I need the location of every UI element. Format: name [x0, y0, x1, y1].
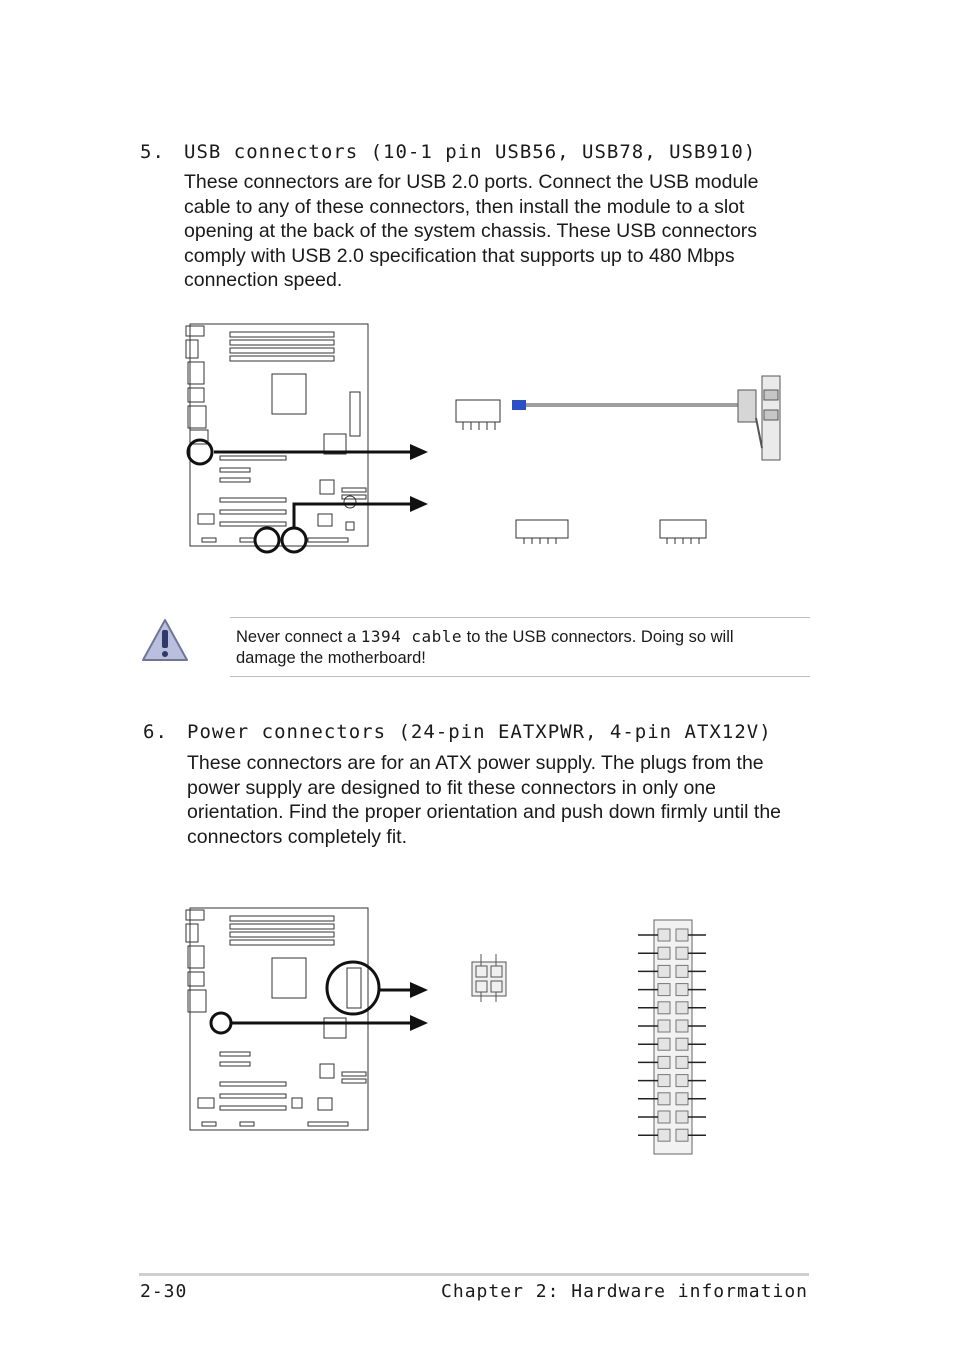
footer-page-number: 2-30 [140, 1281, 188, 1302]
power-pin [676, 1038, 688, 1050]
usb56-arrowhead [410, 444, 428, 460]
usb-bracket-cable [512, 376, 780, 460]
power-pin [658, 929, 670, 941]
power-pin [658, 984, 670, 996]
section-5-heading [140, 141, 756, 163]
power-pin [676, 1002, 688, 1014]
power-pin [676, 1111, 688, 1123]
power-pin [658, 1020, 670, 1032]
section-6-heading [143, 721, 772, 743]
section-6-title: Power connectors (24-pin EATXPWR, 4-pin ATX12V) [187, 721, 772, 743]
note-text [236, 626, 796, 669]
power-pin [676, 1093, 688, 1105]
power-pin [658, 1111, 670, 1123]
note-emphasis: 1394 cable [360, 627, 463, 646]
power-pin [658, 1056, 670, 1068]
power-pin [658, 1038, 670, 1050]
power-connectors-figure [180, 902, 740, 1182]
power-pin [658, 1093, 670, 1105]
power-pin [658, 947, 670, 959]
usb-header-pinout-bottom-right [660, 520, 706, 544]
footer-chapter: Chapter 2: Hardware information [441, 1281, 808, 1302]
section-5-title: USB connectors (10-1 pin USB56, USB78, USB910) [184, 141, 757, 163]
footer-rule [139, 1273, 809, 1276]
power-pin [676, 1056, 688, 1068]
note-text-before: Never connect a [236, 628, 361, 646]
usb-header-pinout-top [456, 400, 500, 430]
usb78-arrowhead [410, 496, 428, 512]
eatxpwr-24pin-connector [638, 920, 706, 1154]
motherboard-layout-usb [186, 324, 368, 546]
section-5-number: 5. [140, 141, 165, 163]
power-pin [676, 1129, 688, 1141]
power-pin [676, 965, 688, 977]
power-pin [658, 965, 670, 977]
power-pin [658, 1002, 670, 1014]
section-6-number: 6. [143, 721, 168, 743]
note-box [230, 617, 810, 677]
power-pin [658, 1075, 670, 1087]
usb78-highlight [255, 528, 279, 552]
atx12v-arrowhead [410, 1015, 428, 1031]
section-6-body: These connectors are for an ATX power supply. The plugs from the power supply are designed to fit these connectors in only one orientation. Find the proper orientation and push down firmly until the connectors completely fit. [187, 752, 782, 848]
power-pin [676, 1075, 688, 1087]
power-pin [676, 929, 688, 941]
note-text-after: to the USB connectors. Doing so will damage the motherboard! [236, 628, 734, 667]
section-5-body: These connectors are for USB 2.0 ports. Connect the USB module cable to any of these connectors, then install the module to a slot opening at the back of the system chassis. These USB connectors comply with USB 2.0 specification that supports up to 480 Mbps connection speed. [184, 171, 759, 291]
usb-header-pinout-bottom-left [516, 520, 568, 544]
atx12v-4pin-connector [472, 954, 506, 1002]
power-pin [676, 1020, 688, 1032]
power-pin [676, 947, 688, 959]
power-pin [658, 1129, 670, 1141]
usb910-highlight [282, 528, 306, 552]
eatxpwr-highlight [327, 962, 379, 1014]
power-pin [676, 984, 688, 996]
eatxpwr-arrowhead [410, 982, 428, 998]
usb-connectors-figure [180, 318, 800, 563]
atx12v-highlight [211, 1013, 231, 1033]
warning-triangle-icon [141, 618, 189, 664]
